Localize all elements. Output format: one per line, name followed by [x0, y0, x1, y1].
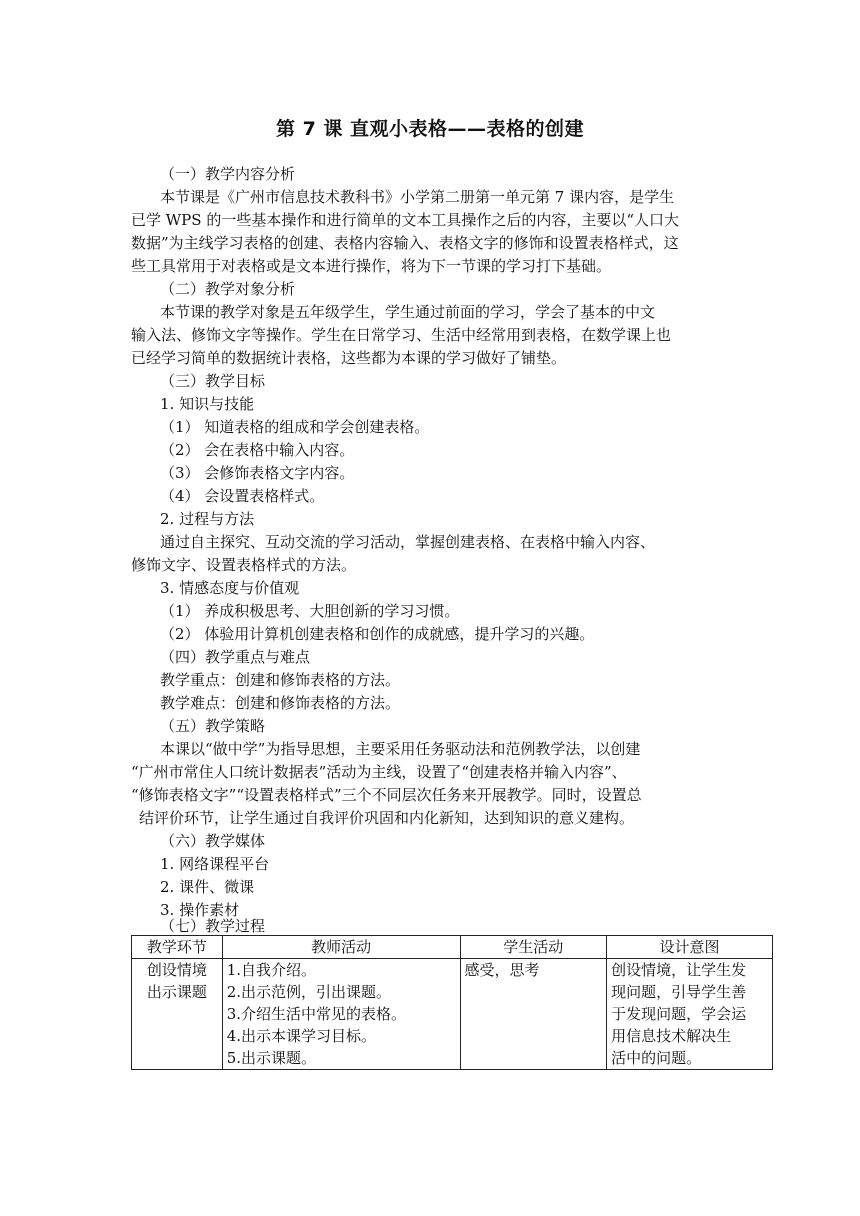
- section-heading-key-points: （四）教学重点与难点: [160, 648, 311, 666]
- list-item: 2. 过程与方法: [160, 510, 255, 528]
- section-heading-media: （六）教学媒体: [160, 832, 266, 850]
- list-item: 1. 知识与技能: [160, 395, 255, 413]
- cell-line: 创设情境: [146, 961, 207, 979]
- cell-line: 活中的问题。: [611, 1049, 702, 1067]
- list-item: 1. 网络课程平台: [160, 855, 270, 873]
- header-stage: 教学环节: [132, 936, 223, 959]
- list-item: （3） 会修饰表格文字内容。: [160, 464, 355, 482]
- list-item: 3. 情感态度与价值观: [160, 579, 300, 597]
- paragraph-line: 数据”为主线学习表格的创建、表格内容输入、表格文字的修饰和设置表格样式，这: [131, 234, 679, 252]
- page-title: 第 7 课 直观小表格——表格的创建: [275, 118, 585, 140]
- table-row: [132, 959, 773, 1070]
- list-item: （1） 知道表格的组成和学会创建表格。: [160, 418, 430, 436]
- paragraph-line: “广州市常住人口统计数据表”活动为主线，设置了“创建表格并输入内容”、: [131, 763, 627, 781]
- header-design-intent: 设计意图: [607, 936, 773, 959]
- table-header-row: [132, 936, 773, 959]
- header-teacher-activity: 教师活动: [222, 936, 460, 959]
- cell-line: 3.介绍生活中常见的表格。: [226, 1005, 407, 1023]
- list-item: 2. 课件、微课: [160, 878, 255, 896]
- list-item: （2） 体验用计算机创建表格和创作的成就感，提升学习的兴趣。: [160, 625, 595, 643]
- cell-student-activity: 感受，思考: [460, 959, 607, 1070]
- paragraph-line: “修饰表格文字”“设置表格样式”三个不同层次任务来开展教学。同时，设置总: [131, 786, 642, 804]
- paragraph-line: 通过自主探究、互动交流的学习活动，掌握创建表格、在表格中输入内容、: [160, 533, 656, 551]
- paragraph-line: 本课以“做中学”为指导思想，主要采用任务驱动法和范例教学法，以创建: [160, 740, 641, 758]
- cell-line: 1.自我介绍。: [226, 961, 317, 979]
- cell-line: 于发现问题，学会运: [611, 1005, 747, 1023]
- paragraph-line: 本节课的教学对象是五年级学生，学生通过前面的学习，学会了基本的中文: [160, 303, 656, 321]
- cell-design-intent: [607, 959, 773, 1070]
- list-item: 3. 操作素材: [160, 901, 240, 919]
- cell-line: 出示课题: [146, 983, 207, 1001]
- paragraph-line: 已学 WPS 的一些基本操作和进行简单的文本工具操作之后的内容，主要以“人口大: [131, 211, 679, 229]
- cell-line: 2.出示范例，引出课题。: [226, 983, 392, 1001]
- paragraph-line: 教学难点：创建和修饰表格的方法。: [160, 694, 401, 712]
- section-heading-student-analysis: （二）教学对象分析: [160, 280, 296, 298]
- cell-line: 4.出示本课学习目标。: [226, 1027, 377, 1045]
- cell-line: 5.出示课题。: [226, 1049, 317, 1067]
- section-heading-objectives: （三）教学目标: [160, 372, 266, 390]
- cell-line: 用信息技术解决生: [611, 1027, 732, 1045]
- cell-teacher-activity: [222, 959, 460, 1070]
- paragraph-line: 结评价环节，让学生通过自我评价巩固和内化新知，达到知识的意义建构。: [139, 809, 635, 827]
- section-heading-strategy: （五）教学策略: [160, 717, 266, 735]
- list-item: （1） 养成积极思考、大胆创新的学习习惯。: [160, 602, 460, 620]
- paragraph-line: 些工具常用于对表格或是文本进行操作，将为下一节课的学习打下基础。: [131, 257, 612, 275]
- cell-line: 创设情境，让学生发: [611, 961, 747, 979]
- cell-line: 现问题，引导学生善: [611, 983, 747, 1001]
- header-student-activity: 学生活动: [460, 936, 607, 959]
- paragraph-line: 修饰文字、设置表格样式的方法。: [131, 556, 357, 574]
- section-heading-content-analysis: （一）教学内容分析: [160, 165, 296, 183]
- section-heading-process: （七）教学过程: [160, 917, 266, 935]
- cell-stage: [132, 959, 223, 1070]
- paragraph-line: 已经学习简单的数据统计表格，这些都为本课的学习做好了铺垫。: [131, 349, 567, 367]
- list-item: （2） 会在表格中输入内容。: [160, 441, 355, 459]
- paragraph-line: 教学重点：创建和修饰表格的方法。: [160, 671, 401, 689]
- teaching-process-table: [131, 935, 773, 1070]
- paragraph-line: 输入法、修饰文字等操作。学生在日常学习、生活中经常用到表格，在数学课上也: [131, 326, 672, 344]
- list-item: （4） 会设置表格样式。: [160, 487, 325, 505]
- paragraph-line: 本节课是《广州市信息技术教科书》小学第二册第一单元第 7 课内容，是学生: [160, 188, 675, 206]
